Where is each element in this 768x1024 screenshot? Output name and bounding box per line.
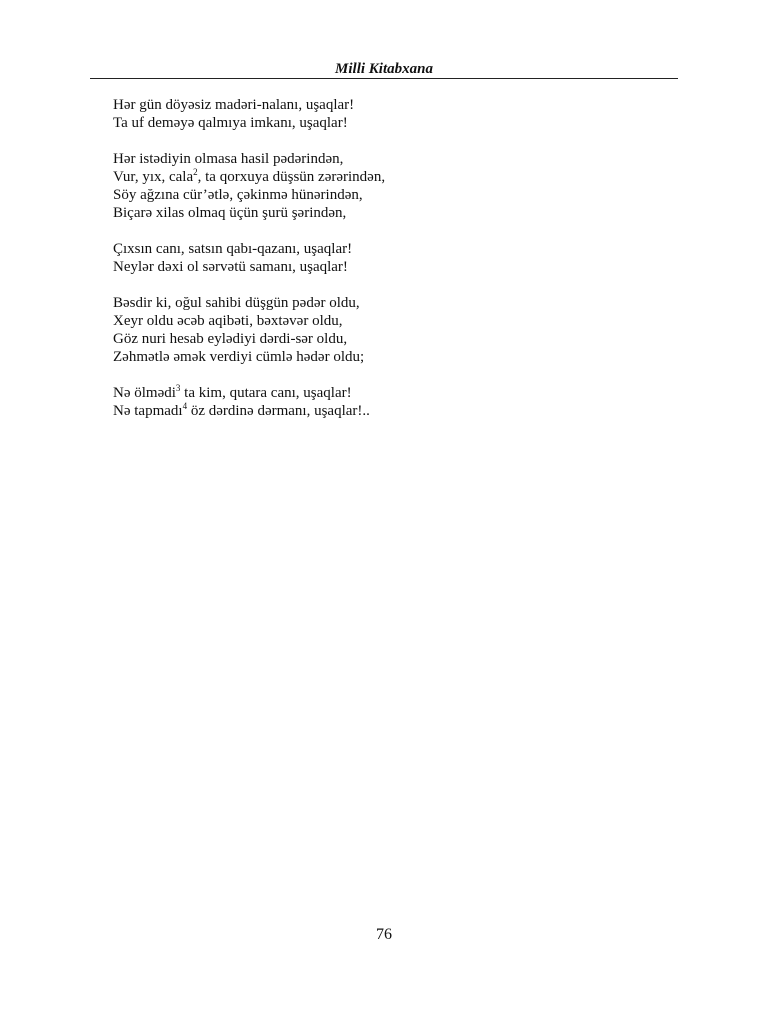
stanza-4 xyxy=(113,294,673,366)
line-text: Nə ölmədi xyxy=(113,385,176,401)
header-title: Milli Kitabxana xyxy=(335,61,433,77)
poem-line: Xeyr oldu əcəb aqibəti, bəxtəvər oldu, xyxy=(113,313,343,329)
line-text: Nə tapmadı xyxy=(113,403,183,419)
poem-line: Neylər dəxi ol sərvətü samanı, uşaqlar! xyxy=(113,259,348,275)
line-text: öz dərdinə dərmanı, uşaqlar!.. xyxy=(187,403,370,419)
stanza-1 xyxy=(113,96,673,132)
footnote-marker: 2 xyxy=(193,167,198,177)
poem-line: Göz nuri hesab eylədiyi dərdi-sər oldu, xyxy=(113,331,348,347)
poem-line-with-footnote xyxy=(113,168,673,186)
poem-line: Hər gün döyəsiz madəri-nalanı, uşaqlar! xyxy=(113,97,355,113)
poem-line: Söy ağzına cür’ətlə, çəkinmə hünərindən, xyxy=(113,187,363,203)
poem-line: Ta uf deməyə qalmıya imkanı, uşaqlar! xyxy=(113,115,348,131)
poem-line: Hər istədiyin olmasa hasil pədərindən, xyxy=(113,151,344,167)
stanza-5 xyxy=(113,384,673,420)
stanza-2 xyxy=(113,150,673,222)
page-number: 76 xyxy=(376,926,392,943)
stanza-3 xyxy=(113,240,673,276)
line-text: , ta qorxuya düşsün zərərindən, xyxy=(197,169,386,185)
poem-line: Çıxsın canı, satsın qabı-qazanı, uşaqlar! xyxy=(113,241,353,257)
header-rule xyxy=(90,78,678,79)
poem-line-with-footnote xyxy=(113,402,673,420)
line-text: ta kim, qutara canı, uşaqlar! xyxy=(180,385,352,401)
poem-line: Biçarə xilas olmaq üçün şurü şərindən, xyxy=(113,205,347,221)
poem-body xyxy=(113,96,673,438)
footnote-marker: 3 xyxy=(175,383,181,393)
footnote-marker: 4 xyxy=(182,401,188,411)
poem-line-with-footnote xyxy=(113,384,673,402)
poem-line: Zəhmətlə əmək verdiyi cümlə hədər oldu; xyxy=(113,349,365,365)
line-text: Vur, yıx, cala xyxy=(113,169,194,185)
running-header xyxy=(90,60,678,82)
poem-line: Bəsdir ki, oğul sahibi düşgün pədər oldu, xyxy=(113,295,360,311)
